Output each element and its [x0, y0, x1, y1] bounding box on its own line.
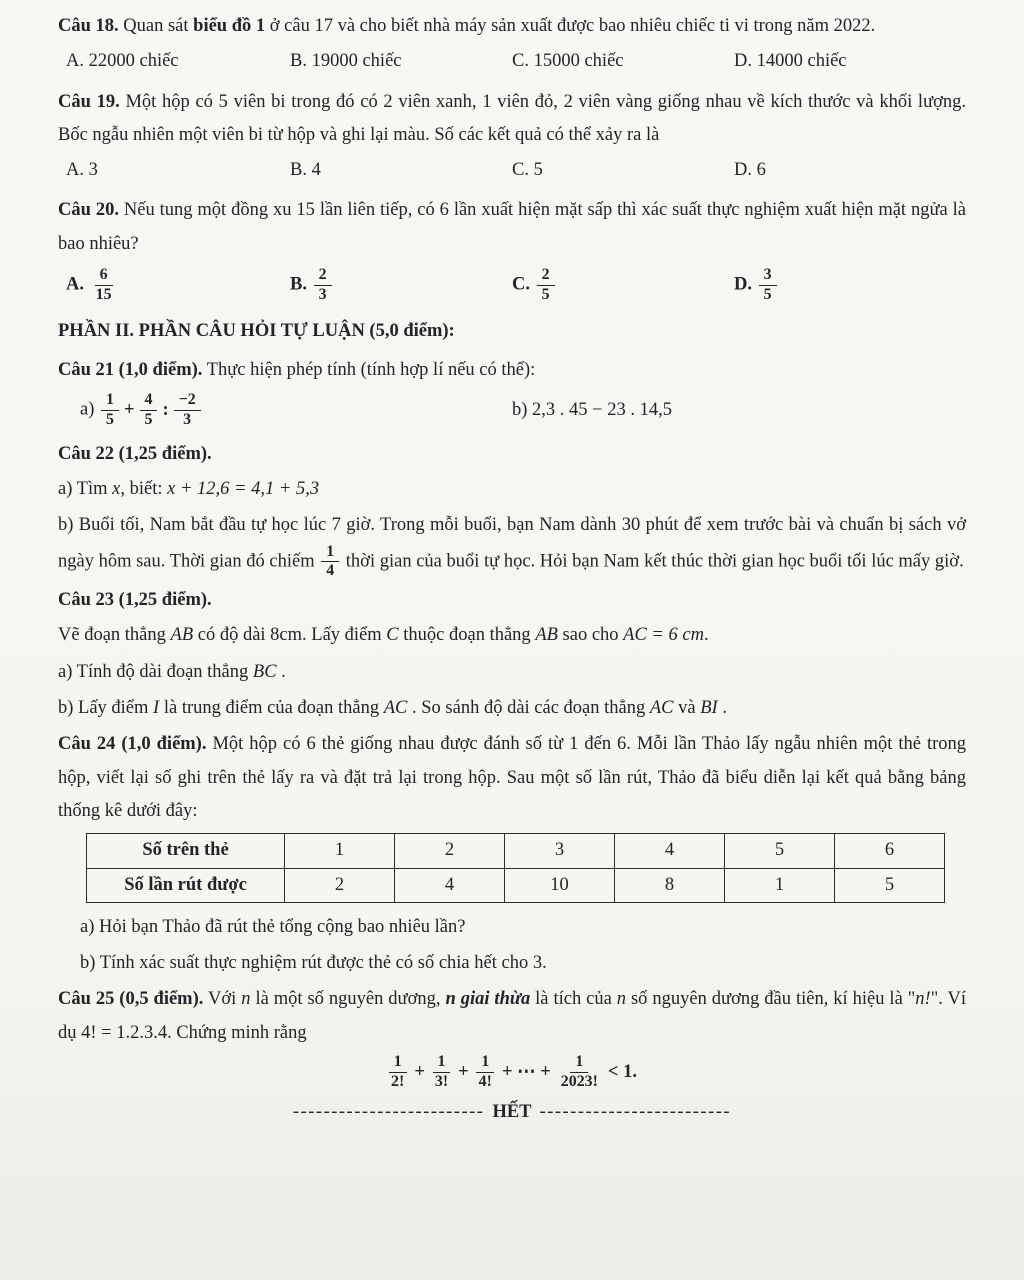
text-segment: Một hộp có 5 viên bi trong đó có 2 viên xanh, 1 viên đỏ, 2 viên vàng giống nhau về kích thước và khối lượng. Bốc ngẫu nhiên một viên bi từ hộp và ghi lại màu. Số các kết quả có thể xảy ra là: [58, 91, 967, 145]
fraction: [91, 266, 117, 305]
question-21-part-a: [58, 391, 512, 430]
table-cell: 6: [835, 834, 945, 868]
option-c: C. 5: [512, 160, 543, 181]
question-22-part-a: [58, 473, 966, 506]
table-cell: 5: [725, 834, 835, 868]
table-cell: 8: [615, 868, 725, 902]
fraction: [321, 543, 339, 582]
text-segment: .: [717, 698, 727, 719]
math-expression: x + 12,6 = 4,1 + 5,3: [167, 479, 320, 500]
table-cell: 2: [285, 868, 395, 902]
math-segment: AC = 6 cm: [623, 625, 704, 646]
fraction: [430, 1053, 453, 1092]
operator: + ⋯ +: [501, 1061, 551, 1082]
math-segment: AC: [383, 698, 408, 719]
option-d: [734, 266, 966, 305]
inequality: < 1.: [607, 1061, 637, 1082]
fraction-numerator: 1: [570, 1053, 588, 1073]
text-segment: là trung điểm của đoạn thẳng: [159, 698, 384, 719]
question-23: [58, 584, 966, 617]
math-expression: [99, 391, 203, 428]
dashes-right: -------------------------: [539, 1101, 732, 1122]
math-segment: BC: [252, 661, 277, 682]
question-18: [58, 10, 966, 43]
table-cell: 10: [505, 868, 615, 902]
text-segment: là tích của: [530, 989, 617, 1010]
fraction: [759, 266, 777, 305]
option-prefix: A.: [66, 274, 84, 295]
fraction-denominator: 4!: [478, 1072, 492, 1090]
math-segment: AC: [649, 698, 674, 719]
option-c: [512, 266, 734, 305]
question-25-formula: [58, 1053, 966, 1092]
question-19-label: Câu 19.: [58, 91, 120, 112]
text-segment: a) Tìm: [58, 479, 113, 500]
question-24-part-a: a) Hỏi bạn Thảo đã rút thẻ tổng cộng bao nhiêu lần?: [80, 916, 466, 937]
question-19-options: [58, 154, 966, 187]
question-25: [58, 983, 966, 1050]
fraction-numerator: 1: [433, 1053, 451, 1073]
fraction-numerator: 1: [321, 543, 339, 563]
table-cell: 3: [505, 834, 615, 868]
table-row: [87, 834, 945, 868]
question-23-part-a: [58, 656, 966, 689]
math-segment: BI: [700, 698, 718, 719]
question-18-label: Câu 18.: [58, 16, 119, 36]
fraction-numerator: 6: [95, 266, 113, 286]
question-21-label: Câu 21 (1,0 điểm).: [58, 359, 203, 380]
fraction: [537, 266, 555, 305]
operator: +: [458, 1061, 469, 1082]
table-cell: 4: [395, 868, 505, 902]
option-a: A. 22000 chiếc: [66, 51, 179, 72]
text-segment: Thực hiện phép tính (tính hợp lí nếu có thể):: [202, 359, 536, 380]
text-segment-bold: biểu đồ 1: [193, 16, 266, 36]
text-segment: thời gian của buổi tự học. Hỏi bạn Nam kết thúc thời gian học buổi tối lúc mấy giờ.: [341, 551, 964, 572]
fraction-denominator: 5: [541, 285, 550, 303]
item-prefix: a): [80, 399, 95, 420]
operator: +: [414, 1061, 425, 1082]
option-a: [66, 266, 290, 305]
fraction-numerator: 1: [389, 1053, 407, 1073]
operator: :: [162, 399, 169, 420]
fraction-numerator: −2: [174, 391, 201, 411]
dashes-left: -------------------------: [292, 1101, 485, 1122]
fraction-denominator: 4: [326, 562, 335, 580]
table-cell: 1: [725, 868, 835, 902]
option-d: D. 6: [734, 160, 766, 181]
fraction-denominator: 15: [95, 285, 112, 303]
question-24: [58, 728, 966, 828]
fraction: [386, 1053, 409, 1092]
text-segment: Một hộp có 6 thẻ giống nhau được đánh số từ 1 đến 6. Mỗi lần Thảo lấy ngẫu nhiên một thẻ trong hộp, viết lại số ghi trên thẻ lấy ra và đặt trả lại trong hộp. Sau một số lần rút, Thảo đã biểu diễn lại kết quả bằng bảng thống kê dưới đây:: [58, 734, 966, 821]
fraction-denominator: 3: [183, 410, 192, 428]
text-segment: ở câu 17 và cho biết nhà máy sản xuất được bao nhiêu chiếc ti vi trong năm 2022.: [265, 16, 876, 36]
fraction: [101, 391, 119, 430]
fraction-denominator: 5: [763, 285, 772, 303]
fraction: [474, 1053, 497, 1092]
table-cell: 2: [395, 834, 505, 868]
fraction-wrap: [319, 542, 341, 580]
fraction-numerator: 2: [537, 266, 555, 286]
text-segment: Quan sát: [118, 16, 194, 36]
question-22: [58, 438, 966, 471]
option-c: C. 15000 chiếc: [512, 51, 624, 72]
option-prefix: D.: [734, 274, 752, 295]
question-21-parts: [58, 391, 966, 430]
fraction-denominator: 3!: [434, 1072, 449, 1090]
question-21-part-b: b) 2,3 . 45 − 23 . 14,5: [512, 399, 672, 420]
end-marker: [58, 1096, 966, 1129]
text-segment: Nếu tung một đồng xu 15 lần liên tiếp, có 6 lần xuất hiện mặt sấp thì xác suất thực nghiệm xuất hiện mặt ngửa là bao nhiêu?: [58, 200, 966, 254]
question-19: [58, 86, 966, 153]
fraction-denominator: 5: [106, 410, 114, 428]
text-segment: sao cho: [557, 625, 624, 646]
fraction-denominator: 5: [144, 410, 153, 428]
question-20: [58, 194, 966, 261]
math-segment: I: [153, 698, 160, 719]
fraction-numerator: 3: [759, 266, 777, 286]
option-prefix: B.: [290, 274, 307, 295]
question-23-label: Câu 23 (1,25 điểm).: [58, 590, 212, 611]
fraction-numerator: 1: [101, 391, 119, 411]
question-24-part-b: b) Tính xác suất thực nghiệm rút được thẻ có số chia hết cho 3.: [80, 953, 547, 974]
fraction: [140, 391, 158, 430]
math-segment: AB: [170, 625, 194, 646]
fraction-denominator: 3: [318, 285, 327, 303]
table-row-header: Số trên thẻ: [87, 834, 285, 868]
question-20-options: [58, 266, 966, 305]
option-d: D. 14000 chiếc: [734, 51, 847, 72]
text-segment: . So sánh độ dài các đoạn thẳng: [407, 698, 650, 719]
fraction: [174, 391, 201, 430]
fraction-numerator: 2: [314, 266, 332, 286]
het-label: HẾT: [492, 1101, 532, 1122]
math-segment: C: [386, 625, 399, 646]
text-segment: ". Ví dụ 4! = 1.2.3.4. Chứng minh rằng: [58, 989, 967, 1043]
question-25-label: Câu 25 (0,5 điểm).: [58, 989, 204, 1010]
text-segment: số nguyên dương đầu tiên, kí hiệu là ": [626, 989, 916, 1010]
operator: +: [123, 399, 135, 420]
math-segment: AB: [535, 625, 558, 646]
fraction-numerator: 4: [140, 391, 158, 411]
fraction: [556, 1053, 603, 1092]
frequency-table: [86, 833, 945, 903]
math-variable: n: [241, 989, 251, 1010]
fraction-denominator: 2!: [391, 1072, 405, 1090]
math-variable: x: [112, 479, 121, 500]
table-row-header: Số lần rút được: [87, 868, 285, 902]
table-cell: 1: [285, 834, 395, 868]
section-2-title: PHẦN II. PHẦN CÂU HỎI TỰ LUẬN (5,0 điểm):: [58, 320, 455, 341]
text-segment: , biết:: [120, 479, 168, 500]
text-segment: có độ dài 8cm. Lấy điểm: [193, 625, 387, 646]
question-23-intro: [58, 619, 966, 652]
question-18-options: [58, 45, 966, 78]
option-b: B. 19000 chiếc: [290, 51, 402, 72]
text-segment: thuộc đoạn thẳng: [398, 625, 536, 646]
question-24-label: Câu 24 (1,0 điểm).: [58, 734, 207, 755]
text-segment: .: [704, 625, 709, 646]
text-segment: b) Lấy điểm: [58, 698, 154, 719]
option-b: [290, 266, 512, 305]
option-prefix: C.: [512, 274, 530, 295]
question-22-label: Câu 22 (1,25 điểm).: [58, 443, 212, 464]
question-21: [58, 354, 966, 387]
fraction-denominator: 2023!: [560, 1072, 598, 1090]
option-a: A. 3: [66, 160, 98, 181]
question-22-part-b: [58, 509, 966, 581]
text-segment: a) Tính độ dài đoạn thẳng: [58, 661, 253, 682]
question-23-part-b: [58, 692, 966, 725]
table-cell: 4: [615, 834, 725, 868]
option-b: B. 4: [290, 160, 321, 181]
question-20-label: Câu 20.: [58, 200, 119, 221]
fraction: [314, 266, 332, 305]
text-segment: Với: [203, 989, 242, 1010]
fraction-numerator: 1: [476, 1053, 494, 1073]
text-segment: Vẽ đoạn thẳng: [58, 625, 171, 646]
text-segment: là một số nguyên dương,: [250, 989, 446, 1010]
math-variable: n: [616, 989, 627, 1010]
text-segment: .: [276, 661, 286, 682]
term-emphasis: n giai thừa: [445, 989, 531, 1010]
text-segment: b) Buổi tối, Nam bắt đầu tự học lúc 7 giờ. Trong mỗi buổi, bạn Nam dành 30 phút để xem trước bài và chuẩn bị sách vở ngày hôm sau. Thời gian đó chiếm: [58, 515, 966, 572]
math-segment: n!: [915, 989, 931, 1010]
table-row: [87, 868, 945, 902]
table-cell: 5: [835, 868, 945, 902]
text-segment: và: [673, 698, 701, 719]
